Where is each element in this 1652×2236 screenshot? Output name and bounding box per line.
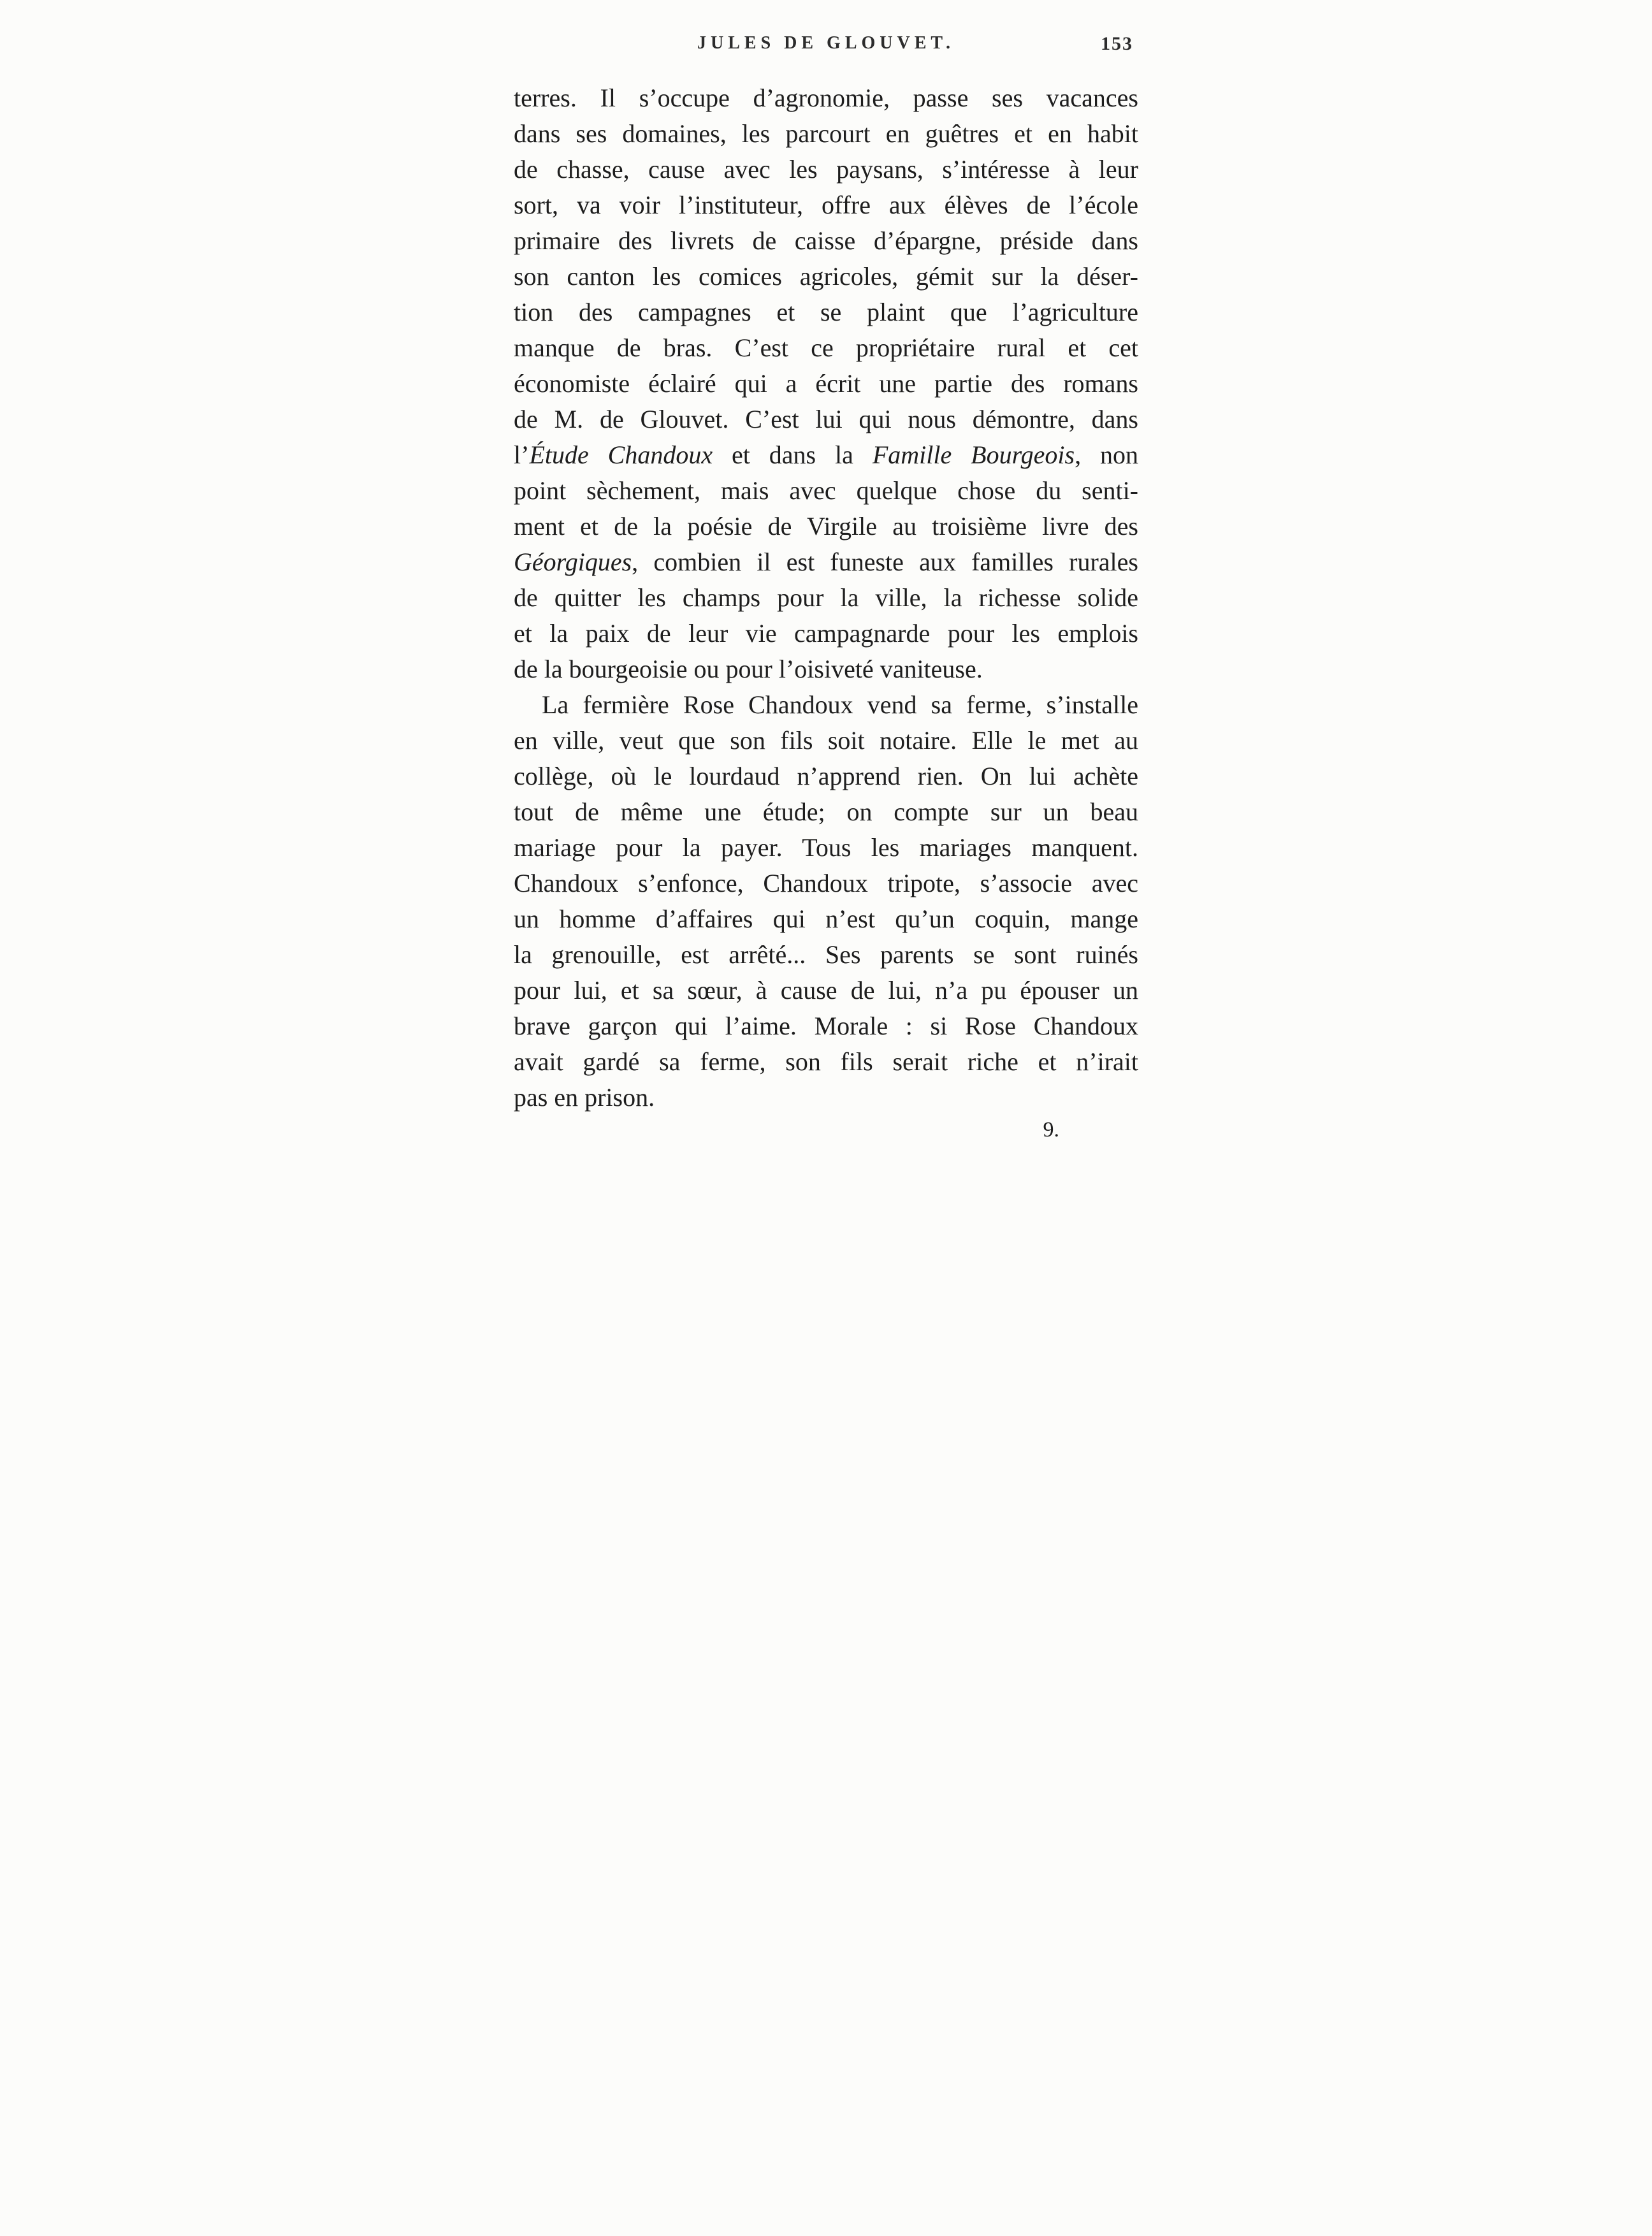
text-segment: , combien il est funeste aux familles rurales: [632, 548, 1138, 576]
text-line: [514, 1080, 1138, 1115]
text-line: [514, 223, 1138, 259]
text-line: [514, 509, 1138, 544]
text-line: [514, 687, 1138, 723]
text-segment: et la paix de leur vie campagnarde pour les emplois: [514, 619, 1138, 648]
text-segment: pour lui, et sa sœur, à cause de lui, n’a pu épouser un: [514, 976, 1138, 1005]
text-segment: de quitter les champs pour la ville, la richesse solide: [514, 583, 1138, 612]
text-segment: , non: [1075, 440, 1139, 469]
signature-mark: 9.: [1043, 1118, 1059, 1142]
text-line: [514, 473, 1138, 509]
text-line: [514, 437, 1138, 473]
text-segment: un homme d’affaires qui n’est qu’un coquin, mange: [514, 904, 1138, 933]
italic-text-segment: Étude Chandoux: [529, 440, 713, 469]
text-segment: la grenouille, est arrêté... Ses parents se sont ruinés: [514, 940, 1138, 969]
text-segment: avait gardé sa ferme, son fils serait riche et n’irait: [514, 1047, 1138, 1076]
text-line: [514, 294, 1138, 330]
text-segment: primaire des livrets de caisse d’épargne, préside dans: [514, 226, 1138, 255]
text-line: [514, 152, 1138, 187]
text-segment: de M. de Glouvet. C’est lui qui nous démontre, dans: [514, 405, 1138, 433]
text-segment: de la bourgeoisie ou pour l’oisiveté vaniteuse.: [514, 655, 983, 683]
text-line: [514, 80, 1138, 116]
text-segment: La fermière Rose Chandoux vend sa ferme, s’installe: [542, 690, 1138, 719]
text-line: [514, 937, 1138, 973]
text-segment: point sèchement, mais avec quelque chose du senti-: [514, 476, 1138, 505]
text-segment: tout de même une étude; on compte sur un beau: [514, 797, 1138, 826]
text-line: [514, 616, 1138, 651]
text-segment: Chandoux s’enfonce, Chandoux tripote, s’associe avec: [514, 869, 1138, 897]
text-line: [514, 651, 1138, 687]
text-segment: sort, va voir l’instituteur, offre aux élèves de l’école: [514, 191, 1138, 219]
text-line: [514, 1044, 1138, 1080]
text-line: [514, 794, 1138, 830]
text-line: [514, 259, 1138, 294]
text-line: [514, 866, 1138, 901]
page-number: 153: [1101, 33, 1133, 54]
text-line: [514, 759, 1138, 794]
italic-text-segment: Géorgiques: [514, 548, 632, 576]
paragraph: [514, 687, 1138, 1115]
text-segment: l’: [514, 440, 530, 469]
paragraph: [514, 80, 1138, 687]
text-segment: et dans la: [713, 440, 873, 469]
italic-text-segment: Famille Bourgeois: [872, 440, 1075, 469]
text-line: [514, 723, 1138, 759]
text-segment: collège, où le lourdaud n’apprend rien. On lui achète: [514, 762, 1138, 790]
text-segment: tion des campagnes et se plaint que l’agriculture: [514, 298, 1138, 326]
text-line: [514, 402, 1138, 437]
text-line: [514, 544, 1138, 580]
text-segment: terres. Il s’occupe d’agronomie, passe ses vacances: [514, 83, 1138, 112]
text-line: [514, 580, 1138, 616]
text-line: [514, 366, 1138, 402]
text-segment: pas en prison.: [514, 1083, 655, 1112]
text-block: [514, 80, 1138, 1115]
text-line: [514, 187, 1138, 223]
text-segment: économiste éclairé qui a écrit une partie des romans: [514, 369, 1138, 398]
text-segment: dans ses domaines, les parcourt en guêtres et en habit: [514, 119, 1138, 148]
text-segment: en ville, veut que son fils soit notaire. Elle le met au: [514, 726, 1138, 755]
text-line: [514, 901, 1138, 937]
text-line: [514, 1008, 1138, 1044]
running-title: JULES DE GLOUVET.: [697, 33, 955, 53]
text-segment: brave garçon qui l’aime. Morale : si Rose Chandoux: [514, 1012, 1138, 1040]
text-segment: de chasse, cause avec les paysans, s’intéresse à leur: [514, 155, 1138, 184]
text-line: [514, 330, 1138, 366]
text-line: [514, 830, 1138, 866]
text-column: [514, 0, 1138, 1142]
text-line: [514, 116, 1138, 152]
text-segment: son canton les comices agricoles, gémit sur la déser-: [514, 262, 1138, 291]
text-line: [514, 973, 1138, 1008]
page-header: [514, 33, 1138, 62]
text-segment: mariage pour la payer. Tous les mariages manquent.: [514, 833, 1138, 862]
text-segment: manque de bras. C’est ce propriétaire rural et cet: [514, 333, 1138, 362]
text-segment: ment et de la poésie de Virgile au troisième livre des: [514, 512, 1138, 541]
